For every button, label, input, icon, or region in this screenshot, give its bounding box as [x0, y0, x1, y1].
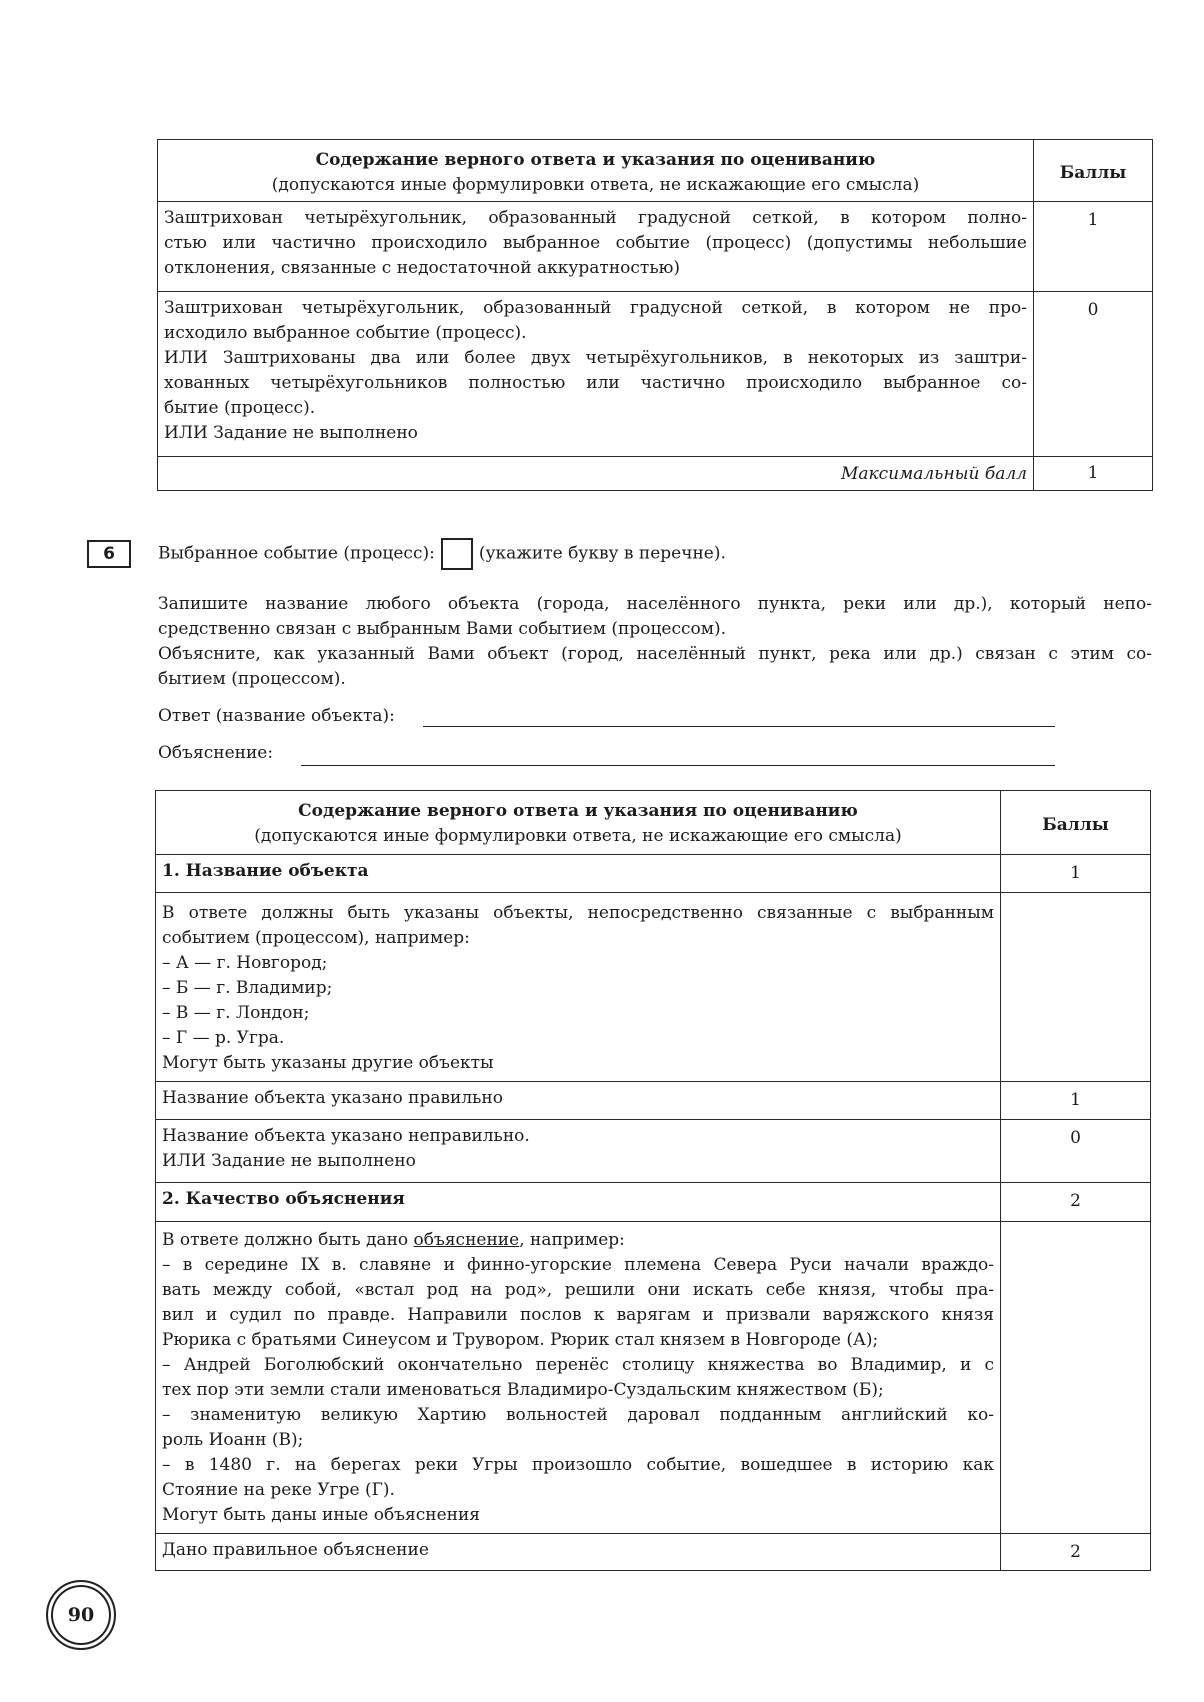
table-row [156, 1120, 1151, 1183]
score-header: Баллы [1034, 140, 1153, 202]
criterion-line: – в 1480 г. на берегах реки Угры произошло событие, вошедшее в историю как [162, 1455, 994, 1475]
empty-score-cell [1001, 893, 1151, 1082]
table-header [158, 140, 1034, 202]
table-row [158, 292, 1153, 457]
criterion-line: – В — г. Лондон; [162, 1003, 310, 1023]
criterion-line: Название объекта указано неправильно. [162, 1126, 530, 1146]
score-header: Баллы [1001, 791, 1151, 855]
criterion-line: Рюрика с братьями Синеусом и Трувором. Рюрик стал князем в Новгороде (А); [162, 1330, 879, 1350]
criterion-line: Название объекта указано правильно [156, 1082, 1001, 1120]
intro-underlined: объяснение [413, 1230, 520, 1250]
header-subtitle: (допускаются иные формулировки ответа, не искажающие его смысла) [254, 826, 902, 846]
chosen-event-line [158, 538, 726, 570]
criterion-line: ИЛИ Задание не выполнено [162, 1151, 416, 1171]
criterion-line: исходило выбранное событие (процесс). [164, 323, 527, 343]
criterion-line: Могут быть даны иные объяснения [162, 1505, 481, 1525]
instruction-line: Объясните, как указанный Вами объект (город, населённый пункт, река или др.) связан с этим со- [158, 644, 1152, 664]
instruction-line: Запишите название любого объекта (города, населённого пункта, реки или др.), который непо- [158, 594, 1152, 614]
criterion-line: – Андрей Боголюбский окончательно перенёс столицу княжества во Владимир, и с [162, 1355, 994, 1375]
score-value: 0 [1034, 292, 1153, 457]
explanation-field[interactable] [301, 741, 1055, 766]
table-row [156, 1222, 1151, 1534]
max-score-row [158, 457, 1153, 491]
criterion-line: тех пор эти земли стали именоваться Владимиро-Суздальским княжеством (Б); [162, 1380, 884, 1400]
criterion-line: Заштрихован четырёхугольник, образованный градусной сеткой, в котором полно- [164, 208, 1027, 228]
table-row [156, 893, 1151, 1082]
criterion-line: – А — г. Новгород; [162, 953, 328, 973]
section-row [156, 855, 1151, 893]
score-value: 2 [1001, 1534, 1151, 1571]
header-title: Содержание верного ответа и указания по оцениванию [315, 150, 876, 170]
criterion-line: ИЛИ Задание не выполнено [164, 423, 418, 443]
criterion-line: ИЛИ Заштрихованы два или более двух четырёхугольников, в некоторых из заштри- [164, 348, 1027, 368]
criterion-line: событием (процессом), например: [162, 928, 470, 948]
header-subtitle: (допускаются иные формулировки ответа, не искажающие его смысла) [271, 175, 920, 195]
criterion-line: хованных четырёхугольников полностью или частично происходило выбранное со- [164, 373, 1027, 393]
criterion-line: – в середине IX в. славяне и финно-угорские племена Севера Руси начали враждо- [162, 1255, 994, 1275]
chosen-event-label: Выбранное событие (процесс): [158, 543, 435, 564]
criterion-line: – знаменитую великую Хартию вольностей даровал подданным английский ко- [162, 1405, 994, 1425]
criterion-line: Стояние на реке Угре (Г). [162, 1480, 395, 1500]
criterion-line: Заштрихован четырёхугольник, образованный градусной сеткой, в котором не про- [164, 298, 1027, 318]
criterion-line: отклонения, связанные с недостаточной аккуратностью) [164, 258, 681, 278]
table-row [156, 1534, 1151, 1571]
criterion-line: бытие (процесс). [164, 398, 316, 418]
score-value: 0 [1001, 1120, 1151, 1183]
task-number: 6 [87, 540, 131, 568]
intro-text: В ответе должно быть дано [162, 1230, 414, 1250]
section1-title: 1. Название объекта [156, 855, 1001, 893]
scoring-table-2 [155, 790, 1151, 1571]
criterion-line: – Г — р. Угра. [162, 1028, 285, 1048]
section2-title: 2. Качество объяснения [156, 1183, 1001, 1222]
criterion-line: стью или частично происходило выбранное событие (процесс) (допустимы небольшие [164, 233, 1027, 253]
criterion-line: вать между собой, «встал род на род», решили они искать себе князя, чтобы пра- [162, 1280, 994, 1300]
section-row [156, 1183, 1151, 1222]
answer-field[interactable] [423, 704, 1055, 727]
intro-text: , например: [519, 1230, 625, 1250]
max-score-label: Максимальный балл [158, 457, 1034, 491]
criterion-intro [162, 1228, 994, 1253]
chosen-event-hint: (укажите букву в перечне). [478, 543, 726, 564]
scoring-table-1 [157, 139, 1153, 491]
header-title: Содержание верного ответа и указания по оцениванию [298, 801, 858, 821]
table-row [158, 202, 1153, 292]
explanation-label: Объяснение: [158, 743, 274, 763]
criterion-line: роль Иоанн (В); [162, 1430, 304, 1450]
table-row [156, 1082, 1151, 1120]
answer-letter-box[interactable] [441, 538, 473, 570]
page-number: 90 [46, 1580, 116, 1650]
score-value: 2 [1001, 1183, 1151, 1222]
table-header [156, 791, 1001, 855]
criterion-line: – Б — г. Владимир; [162, 978, 333, 998]
answer-label: Ответ (название объекта): [158, 706, 395, 726]
score-value: 1 [1034, 202, 1153, 292]
instruction-line: бытием (процессом). [158, 669, 346, 689]
score-value: 1 [1001, 855, 1151, 893]
task-instructions [158, 592, 1152, 692]
score-value: 1 [1001, 1082, 1151, 1120]
criterion-line: В ответе должны быть указаны объекты, непосредственно связанные с выбранным [162, 903, 994, 923]
criterion-line: Могут быть указаны другие объекты [162, 1053, 494, 1073]
empty-score-cell [1001, 1222, 1151, 1534]
max-score-value: 1 [1034, 457, 1153, 491]
instruction-line: средственно связан с выбранным Вами событием (процессом). [158, 619, 726, 639]
criterion-line: вил и судил по правде. Направили послов к варягам и призвали варяжского князя [162, 1305, 994, 1325]
criterion-line: Дано правильное объяснение [156, 1534, 1001, 1571]
